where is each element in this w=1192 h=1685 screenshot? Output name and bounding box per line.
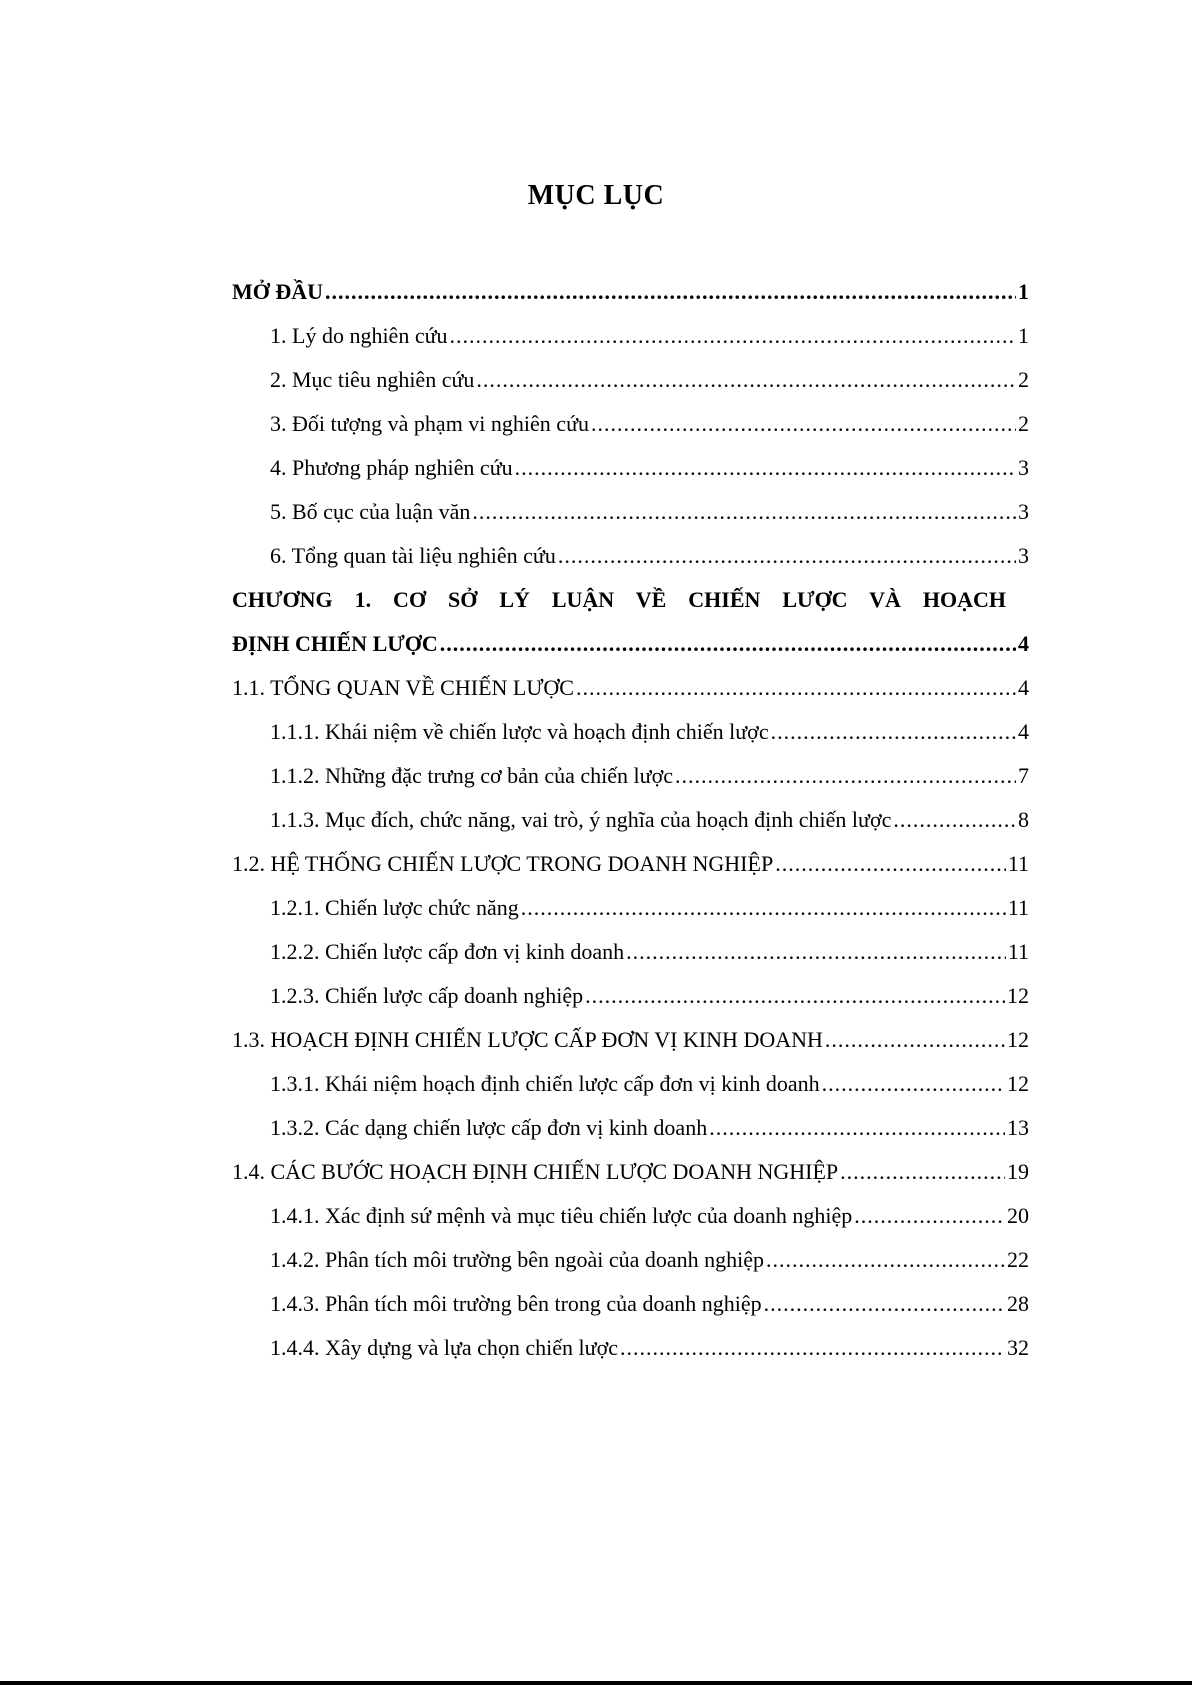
toc-entry[interactable] bbox=[232, 490, 1029, 534]
dot-leader bbox=[709, 1106, 1005, 1150]
toc-page-number: 2 bbox=[1018, 367, 1029, 392]
toc-entry-text: 1. Lý do nghiên cứu bbox=[270, 323, 448, 348]
toc-entry-text: 1.4. CÁC BƯỚC HOẠCH ĐỊNH CHIẾN LƯỢC DOANH NGHIỆP bbox=[232, 1159, 839, 1184]
toc-page-number: 13 bbox=[1007, 1115, 1029, 1140]
toc-entry-text: 1.4.3. Phân tích môi trường bên trong của doanh nghiệp bbox=[270, 1291, 762, 1316]
toc-entry-text: 1.3.2. Các dạng chiến lược cấp đơn vị kinh doanh bbox=[270, 1115, 708, 1140]
toc-entry[interactable] bbox=[232, 358, 1029, 402]
toc-page-number: 1 bbox=[1018, 323, 1029, 348]
toc-entry[interactable] bbox=[232, 886, 1029, 930]
dot-leader bbox=[764, 1282, 1005, 1326]
table-of-contents bbox=[232, 270, 1029, 1370]
toc-entry[interactable] bbox=[232, 798, 1029, 842]
toc-page-number: 11 bbox=[1007, 851, 1029, 876]
toc-page-number: 4 bbox=[1018, 631, 1029, 656]
toc-entry-text: 1.4.2. Phân tích môi trường bên ngoài của doanh nghiệp bbox=[270, 1247, 765, 1272]
toc-entry[interactable] bbox=[232, 666, 1029, 710]
toc-page-number: 22 bbox=[1007, 1247, 1029, 1272]
toc-entry-text: 4. Phương pháp nghiên cứu bbox=[270, 455, 513, 480]
dot-leader bbox=[825, 1018, 1005, 1062]
toc-entry-text: 1.2.2. Chiến lược cấp đơn vị kinh doanh bbox=[270, 939, 625, 964]
dot-leader bbox=[450, 314, 1016, 358]
page-bottom-border bbox=[0, 1681, 1192, 1685]
toc-entry[interactable] bbox=[232, 1150, 1029, 1194]
toc-entry-text: 6. Tổng quan tài liệu nghiên cứu bbox=[270, 543, 556, 568]
toc-page-number: 32 bbox=[1007, 1335, 1029, 1360]
dot-leader bbox=[585, 974, 1005, 1018]
dot-leader bbox=[558, 534, 1016, 578]
toc-entry-text: 1.3.1. Khái niệm hoạch định chiến lược cấp đơn vị kinh doanh bbox=[270, 1071, 820, 1096]
toc-entry[interactable] bbox=[232, 446, 1029, 490]
toc-entry-text: MỞ ĐẦU bbox=[232, 279, 324, 304]
toc-entry[interactable] bbox=[232, 754, 1029, 798]
toc-entry-text: 1.1.3. Mục đích, chức năng, vai trò, ý nghĩa của hoạch định chiến lược bbox=[270, 807, 892, 832]
toc-entry-text: 1.3. HOẠCH ĐỊNH CHIẾN LƯỢC CẤP ĐƠN VỊ KINH DOANH bbox=[232, 1027, 823, 1052]
toc-entry[interactable] bbox=[232, 1282, 1029, 1326]
dot-leader bbox=[822, 1062, 1005, 1106]
dot-leader bbox=[515, 446, 1016, 490]
dot-leader bbox=[840, 1150, 1005, 1194]
toc-entry[interactable] bbox=[232, 710, 1029, 754]
toc-page-number: 11 bbox=[1007, 895, 1029, 920]
toc-page-number: 28 bbox=[1007, 1291, 1029, 1316]
toc-page-number: 8 bbox=[1018, 807, 1029, 832]
dot-leader bbox=[620, 1326, 1005, 1370]
toc-entry-text: 1.1. TỔNG QUAN VỀ CHIẾN LƯỢC bbox=[232, 675, 574, 700]
dot-leader bbox=[766, 1238, 1005, 1282]
toc-entry-text: 1.4.1. Xác định sứ mệnh và mục tiêu chiến lược của doanh nghiệp bbox=[270, 1203, 853, 1228]
toc-entry-text: 5. Bố cục của luận văn bbox=[270, 499, 471, 524]
toc-page-number: 7 bbox=[1018, 763, 1029, 788]
dot-leader bbox=[775, 842, 1006, 886]
toc-entry[interactable] bbox=[232, 270, 1029, 314]
toc-entry[interactable] bbox=[232, 622, 1029, 666]
toc-page-number: 1 bbox=[1018, 279, 1029, 304]
toc-entry[interactable] bbox=[232, 1194, 1029, 1238]
toc-page-number: 20 bbox=[1007, 1203, 1029, 1228]
toc-entry[interactable] bbox=[232, 314, 1029, 358]
toc-entry[interactable] bbox=[232, 974, 1029, 1018]
toc-page-number: 4 bbox=[1018, 719, 1029, 744]
dot-leader bbox=[472, 490, 1016, 534]
toc-entry[interactable] bbox=[232, 402, 1029, 446]
toc-page-number: 11 bbox=[1007, 939, 1029, 964]
toc-entry[interactable] bbox=[232, 1106, 1029, 1150]
toc-entry[interactable] bbox=[232, 930, 1029, 974]
toc-entry[interactable] bbox=[232, 534, 1029, 578]
dot-leader bbox=[325, 270, 1016, 314]
dot-leader bbox=[476, 358, 1016, 402]
dot-leader bbox=[591, 402, 1016, 446]
toc-entry-text: 1.2.1. Chiến lược chức năng bbox=[270, 895, 519, 920]
toc-entry-text: 1.2. HỆ THỐNG CHIẾN LƯỢC TRONG DOANH NGHIỆP bbox=[232, 851, 774, 876]
toc-page-number: 12 bbox=[1007, 983, 1029, 1008]
dot-leader bbox=[521, 886, 1006, 930]
toc-entry-text: 2. Mục tiêu nghiên cứu bbox=[270, 367, 475, 392]
dot-leader bbox=[771, 710, 1016, 754]
toc-entry[interactable] bbox=[232, 1238, 1029, 1282]
toc-entry-text: 1.1.1. Khái niệm về chiến lược và hoạch định chiến lược bbox=[270, 719, 769, 744]
toc-entry-text: 1.1.2. Những đặc trưng cơ bản của chiến lược bbox=[270, 763, 673, 788]
toc-entry[interactable] bbox=[232, 1062, 1029, 1106]
toc-chapter-heading[interactable]: CHƯƠNG 1. CƠ SỞ LÝ LUẬN VỀ CHIẾN LƯỢC VÀ HOẠCH bbox=[232, 587, 1006, 612]
dot-leader bbox=[626, 930, 1006, 974]
dot-leader bbox=[893, 798, 1016, 842]
dot-leader bbox=[854, 1194, 1005, 1238]
toc-entry-text: 3. Đối tượng và phạm vi nghiên cứu bbox=[270, 411, 589, 436]
toc-page-number: 2 bbox=[1018, 411, 1029, 436]
toc-entry[interactable] bbox=[232, 842, 1029, 886]
toc-entry-text: ĐỊNH CHIẾN LƯỢC bbox=[232, 631, 438, 656]
toc-page-number: 4 bbox=[1018, 675, 1029, 700]
dot-leader bbox=[440, 622, 1016, 666]
dot-leader bbox=[675, 754, 1016, 798]
toc-page-number: 12 bbox=[1007, 1071, 1029, 1096]
toc-page-number: 3 bbox=[1018, 499, 1029, 524]
toc-entry-text: 1.4.4. Xây dựng và lựa chọn chiến lược bbox=[270, 1335, 618, 1360]
dot-leader bbox=[576, 666, 1016, 710]
toc-page-number: 3 bbox=[1018, 543, 1029, 568]
toc-page-number: 19 bbox=[1007, 1159, 1029, 1184]
toc-entry[interactable] bbox=[232, 1326, 1029, 1370]
toc-page-number: 12 bbox=[1007, 1027, 1029, 1052]
toc-page-number: 3 bbox=[1018, 455, 1029, 480]
toc-entry-text: 1.2.3. Chiến lược cấp doanh nghiệp bbox=[270, 983, 584, 1008]
toc-entry[interactable] bbox=[232, 1018, 1029, 1062]
page-title: MỤC LỤC bbox=[527, 180, 665, 211]
